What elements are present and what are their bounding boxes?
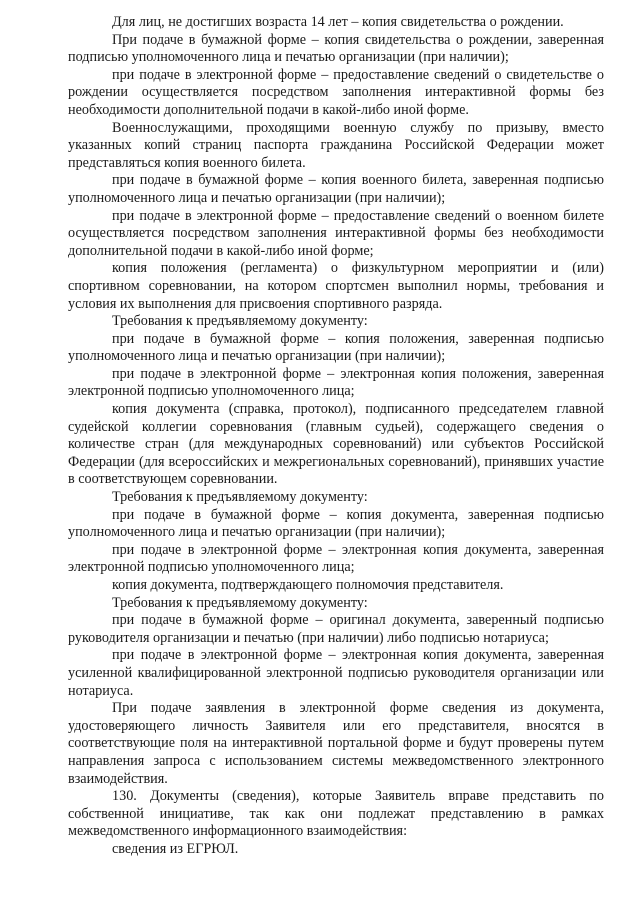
paragraph-military-id-paper: при подаче в бумажной форме – копия военного билета, заверенная подписью уполномоченного лица и печатью организации (при наличии); (68, 172, 604, 206)
paragraph-birth-certificate-electronic: при подаче в электронной форме – предоставление сведений о свидетельстве о рождении осуществляется посредством заполнения интерактивной формы без необходимости дополнительной подачи в какой-либо иной форме. (68, 66, 604, 118)
paragraph-requirements-heading: Требования к предъявляемому документу: (112, 489, 368, 506)
paragraph-military-id-electronic: при подаче в электронной форме – предоставление сведений о военном билете осуществляется посредством заполнения интерактивной формы без необходимости дополнительной подачи в какой-либо иной форме; (68, 207, 604, 259)
paragraph-identity-verification: При подаче заявления в электронной форме сведения из документа, удостоверяющего личность Заявителя или его представителя, вносятся в соответствующие поля на интерактивной портальной форме и будут проверены путем направления запроса с использованием системы межведомственного электронного взаимодействия. (68, 700, 604, 787)
paragraph-protocol-paper: при подаче в бумажной форме – копия документа, заверенная подписью уполномоченного лица и печатью организации (при наличии); (68, 506, 604, 541)
paragraph-birth-certificate: Для лиц, не достигших возраста 14 лет – копия свидетельства о рождении. (112, 14, 564, 30)
paragraph-protocol-copy: копия документа (справка, протокол), подписанного председателем главной судейской коллегии соревнования (главным судьей), содержащего сведения о количестве стран (для международных соревнований) или субъектов Российской Федерации (для всероссийских и межрегиональных соревнований), принявших участие в соответствующем соревновании. (68, 401, 604, 488)
paragraph-regulation-copy: копия положения (регламента) о физкультурном мероприятии и (или) спортивном соревновании, на котором спортсмен выполнил нормы, требования и условия их выполнения для присвоения спортивного разряда. (68, 260, 604, 312)
paragraph-requirements-heading: Требования к предъявляемому документу: (112, 313, 368, 330)
paragraph-representative-authority: копия документа, подтверждающего полномочия представителя. (112, 577, 504, 593)
paragraph-regulation-electronic: при подаче в электронной форме – электронная копия положения, заверенная электронной подписью уполномоченного лица; (68, 365, 604, 400)
paragraph-military-id: Военнослужащими, проходящими военную службу по призыву, вместо указанных копий страниц паспорта гражданина Российской Федерации может представляться копия военного билета. (68, 119, 604, 171)
paragraph-section-130: 130. Документы (сведения), которые Заявитель вправе представить по собственной инициативе, так как они подлежат представлению в рамках межведомственного информационного взаимодействия: (68, 788, 604, 840)
paragraph-requirements-heading: Требования к предъявляемому документу: (112, 594, 368, 611)
paragraph-protocol-electronic: при подаче в электронной форме – электронная копия документа, заверенная электронной подписью уполномоченного лица; (68, 541, 604, 576)
paragraph-regulation-paper: при подаче в бумажной форме – копия положения, заверенная подписью уполномоченного лица и печатью организации (при наличии); (68, 330, 604, 365)
paragraph-authority-electronic: при подаче в электронной форме – электронная копия документа, заверенная усиленной квалифицированной электронной подписью руководителя организации или нотариуса. (68, 647, 604, 699)
paragraph-egrul: сведения из ЕГРЮЛ. (112, 840, 239, 857)
paragraph-birth-certificate-paper: При подаче в бумажной форме – копия свидетельства о рождении, заверенная подписью уполномоченного лица и печатью организации (при наличии); (68, 31, 604, 66)
paragraph-authority-paper: при подаче в бумажной форме – оригинал документа, заверенный подписью руководителя организации и печатью (при наличии) либо подписью нотариуса; (68, 612, 604, 646)
